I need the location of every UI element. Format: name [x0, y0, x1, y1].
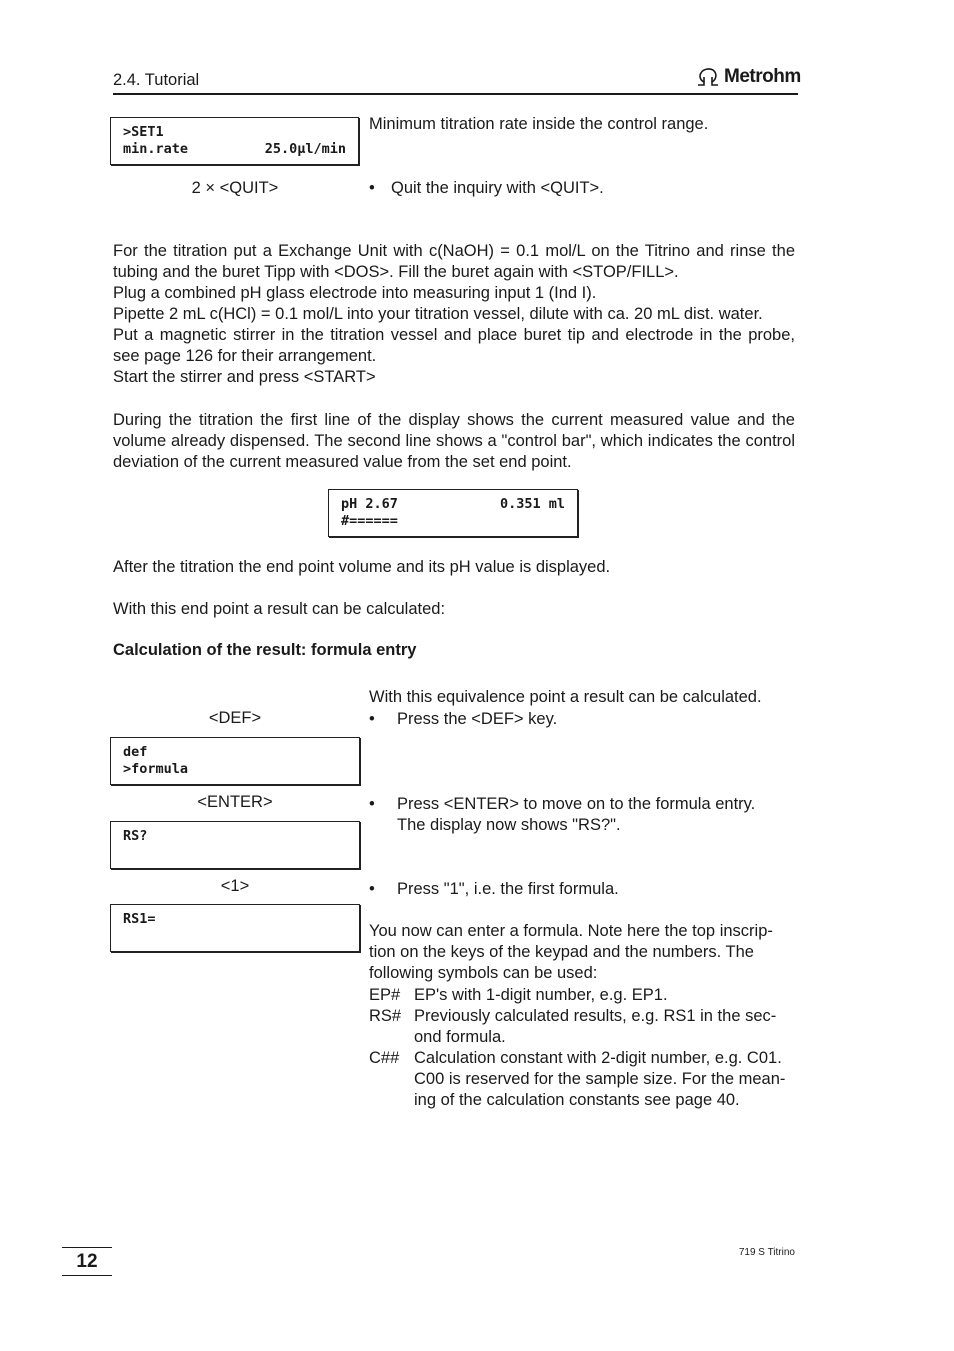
symbol-row [369, 985, 799, 1006]
paragraph-line: For the titration put a Exchange Unit with c(NaOH) = 0.1 mol/L on the Titrino and rinse the tubing and the buret Tipp with <DOS>. Fill the buret again with <STOP/FILL>. [113, 242, 795, 281]
display-ph [328, 489, 578, 537]
one-text: Press "1", i.e. the first formula. [397, 880, 619, 898]
display-line: def [123, 744, 148, 760]
bullet: • [369, 795, 375, 813]
brand-logo [696, 66, 801, 87]
enter-instruction [369, 794, 755, 836]
footer-rule-bottom [62, 1275, 112, 1276]
one-instruction [369, 879, 619, 900]
enter-text-continued: The display now shows "RS?". [397, 816, 621, 834]
key-one: <1> [220, 877, 250, 895]
def-instruction [369, 709, 557, 730]
display-line: >SET1 [123, 124, 164, 140]
key-quit: 2 × <QUIT> [191, 179, 279, 197]
display-value: 25.0µl/min [264, 141, 346, 157]
display-rs1 [110, 904, 360, 952]
quit-text: Quit the inquiry with <QUIT>. [391, 179, 604, 197]
symbol-name: EP# [369, 986, 401, 1004]
brand-name: Metrohm [724, 66, 801, 87]
header-rule [113, 93, 798, 95]
display-volume: 0.351 ml [499, 496, 565, 512]
symbol-name: RS# [369, 1007, 402, 1025]
display-def [110, 737, 360, 785]
display-rs [110, 821, 360, 869]
display-line: >formula [123, 761, 189, 777]
display-line: RS1= [123, 911, 156, 927]
symbol-desc: ing of the calculation constants see page 40. [414, 1091, 740, 1109]
paragraph-text: During the titration the first line of the display shows the current measured value and the volume already dispensed. The second line shows a "control bar", which indicates the control deviation of the current measured value from the set end point. [113, 411, 795, 471]
footer-rule [62, 1247, 112, 1248]
formula-intro-line: tion on the keys of the keypad and the numbers. The [369, 943, 754, 961]
formula-intro [369, 921, 799, 1111]
product-name: 719 S Titrino [738, 1247, 795, 1258]
symbol-name: C## [369, 1049, 400, 1067]
display-line: RS? [123, 828, 148, 844]
bullet: • [369, 710, 375, 728]
symbol-desc: C00 is reserved for the sample size. For the mean- [414, 1070, 786, 1088]
page-number: 12 [76, 1251, 98, 1272]
display-line: min.rate [123, 141, 189, 157]
quit-instruction [369, 178, 604, 199]
formula-intro-line: following symbols can be used: [369, 964, 598, 982]
enter-text: Press <ENTER> to move on to the formula entry. [397, 795, 756, 813]
symbol-desc: ond formula. [414, 1028, 506, 1046]
symbol-desc: EP's with 1-digit number, e.g. EP1. [414, 986, 668, 1004]
bullet: • [369, 179, 375, 197]
display-set1 [110, 117, 359, 165]
after-titration-text: After the titration the end point volume and its pH value is displayed. [113, 558, 611, 576]
symbol-desc: Previously calculated results, e.g. RS1 in the sec- [414, 1007, 777, 1025]
key-def: <DEF> [208, 709, 262, 727]
bullet: • [369, 880, 375, 898]
symbol-row [369, 1006, 799, 1048]
formula-intro-line: You now can enter a formula. Note here the top inscrip- [369, 922, 773, 940]
paragraph-line: Start the stirrer and press <START> [113, 368, 376, 386]
display-control-bar: #====== [341, 513, 398, 529]
symbol-desc: Calculation constant with 2-digit number, e.g. C01. [414, 1049, 782, 1067]
min-rate-description: Minimum titration rate inside the control range. [369, 115, 709, 133]
def-intro: With this equivalence point a result can be calculated. [369, 688, 762, 706]
paragraph-line: Put a magnetic stirrer in the titration vessel and place buret tip and electrode in the probe, see page 126 for their arrangement. [113, 326, 795, 365]
def-text: Press the <DEF> key. [397, 710, 558, 728]
paragraph-line: Pipette 2 mL c(HCl) = 0.1 mol/L into your titration vessel, dilute with ca. 20 mL dist. water. [113, 305, 763, 323]
key-enter: <ENTER> [197, 793, 273, 811]
section-heading: Calculation of the result: formula entry [113, 641, 417, 659]
symbol-row [369, 1048, 799, 1111]
header-section-title: 2.4. Tutorial [113, 71, 200, 89]
display-ph-value: pH 2.67 [341, 496, 398, 512]
metrohm-logo-icon [696, 67, 720, 87]
titration-paragraph [113, 410, 795, 473]
procedure-paragraph [113, 241, 795, 388]
endpoint-text: With this end point a result can be calculated: [113, 600, 446, 618]
paragraph-line: Plug a combined pH glass electrode into measuring input 1 (Ind I). [113, 284, 597, 302]
